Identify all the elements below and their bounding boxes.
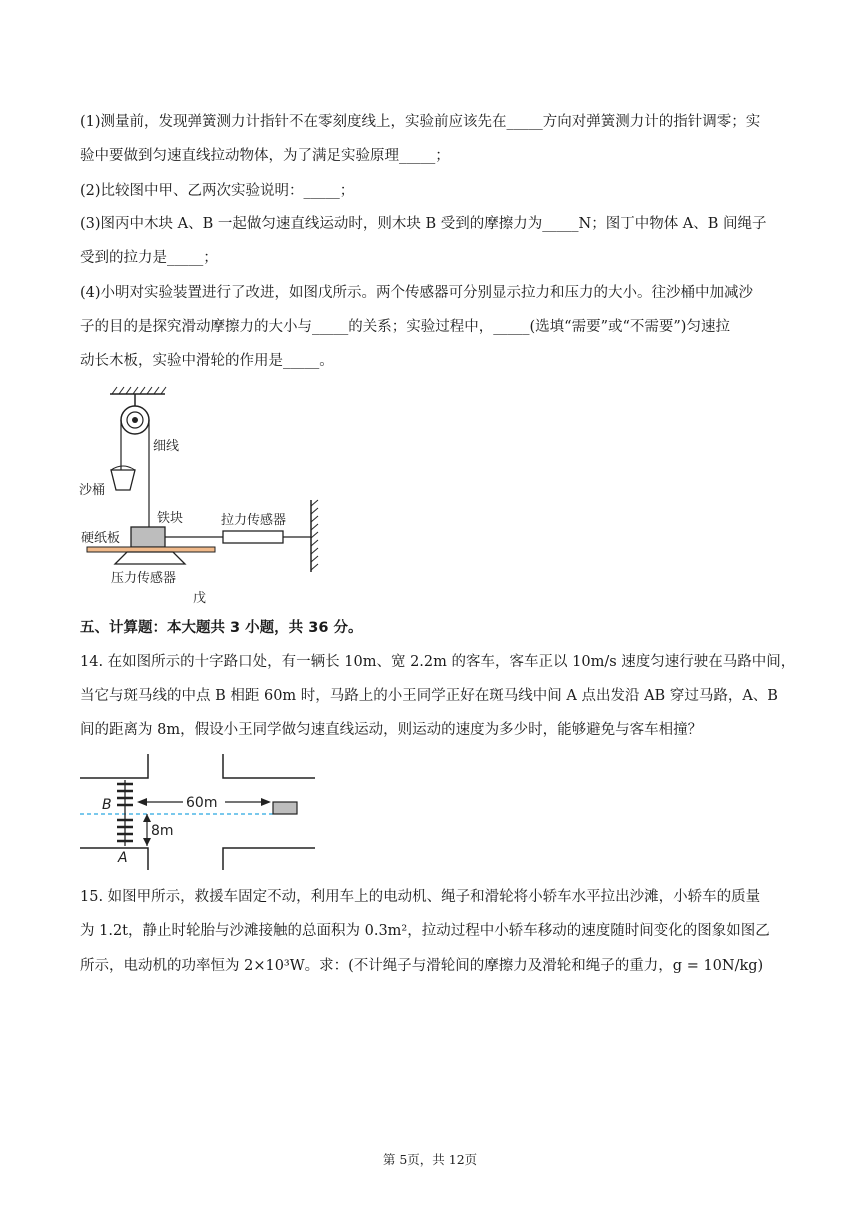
friction-apparatus-figure [75,382,335,612]
iron-block [131,527,165,547]
q15-line-2: 为 1.2t，静止时轮胎与沙滩接触的总面积为 0.3m²，拉动过程中小轿车移动的速度随时间变化的图象如图乙 [80,923,770,939]
q13-line-7: 子的目的是探究滑动摩擦力的大小与_____的关系；实验过程中，_____(选填“需要”或“不需要”)匀速拉 [80,319,730,335]
q13-line-6: (4)小明对实验装置进行了改进，如图戊所示。两个传感器可分别显示拉力和压力的大小。往沙桶中加减沙 [80,285,754,301]
q13-line-8: 动长木板，实验中滑轮的作用是_____。 [80,353,334,369]
bus [273,802,297,814]
q13-line-2: 验中要做到匀速直线拉动物体，为了满足实验原理_____； [80,148,450,164]
q15-line-3: 所示，电动机的功率恒为 2×10³W。求：(不计绳子与滑轮间的摩擦力及滑轮和绳子的重力，g = 10N/kg) [80,958,764,974]
road-edge-bottom-left [80,848,148,870]
q13-line-1: (1)测量前，发现弹簧测力计指针不在零刻度线上，实验前应该先在_____方向对弹簧测力计的指针调零；实 [80,114,761,130]
arrowhead-left [137,798,147,806]
ceiling-hatch [112,387,166,394]
road-edge-bottom-right [223,848,315,870]
label-sand-bucket: 沙桶 [79,483,106,498]
section-heading: 五、计算题：本大题共 3 小题，共 36 分。 [80,620,363,636]
cardboard [87,547,215,552]
wall-hatch [311,500,318,570]
road-edge-top-right [223,754,315,778]
q13-line-5: 受到的拉力是_____； [80,250,218,266]
q13-line-3: (2)比较图中甲、乙两次实验说明：_____； [80,183,355,199]
sand-bucket [111,470,135,490]
label-pressure-sensor: 压力传感器 [111,571,177,586]
page-footer: 第 5页，共 12页 [382,1152,478,1167]
pulley-axle [132,417,138,423]
label-cardboard: 硬纸板 [81,531,121,546]
label-thin-rope: 细线 [153,439,180,454]
arrowhead-up [143,814,151,822]
crossroad-figure [75,752,380,870]
q15-line-1: 15. 如图甲所示，救援车固定不动，利用车上的电动机、绳子和滑轮将小轿车水平拉出沙滩，小轿车的质量 [80,889,761,905]
arrowhead-right [261,798,271,806]
q14-line-3: 间的距离为 8m，假设小王同学做匀速直线运动，则运动的速度为多少时，能够避免与客车相撞？ [80,722,703,738]
road-edge-top-left [80,754,148,778]
label-tension-sensor: 拉力传感器 [221,513,287,528]
label-8m: 8m [151,823,174,839]
q13-line-4: (3)图丙中木块 A、B 一起做匀速直线运动时，则木块 B 受到的摩擦力为_____N；图丁中物体 A、B 间绳子 [80,216,767,232]
label-60m: 60m [186,795,218,811]
tension-sensor [223,531,283,543]
figure-caption: 戊 [193,591,207,606]
label-point-a: A [118,850,128,866]
pressure-sensor [115,552,185,564]
label-iron-block: 铁块 [157,511,184,526]
label-point-b: B [102,797,112,813]
q14-line-1: 14. 在如图所示的十字路口处，有一辆长 10m、宽 2.2m 的客车，客车正以 10m/s 速度匀速行驶在马路中间， [80,654,796,670]
q14-line-2: 当它与斑马线的中点 B 相距 60m 时，马路上的小王同学正好在斑马线中间 A 点出发沿 AB 穿过马路，A、B [80,688,778,704]
arrowhead-down [143,838,151,846]
